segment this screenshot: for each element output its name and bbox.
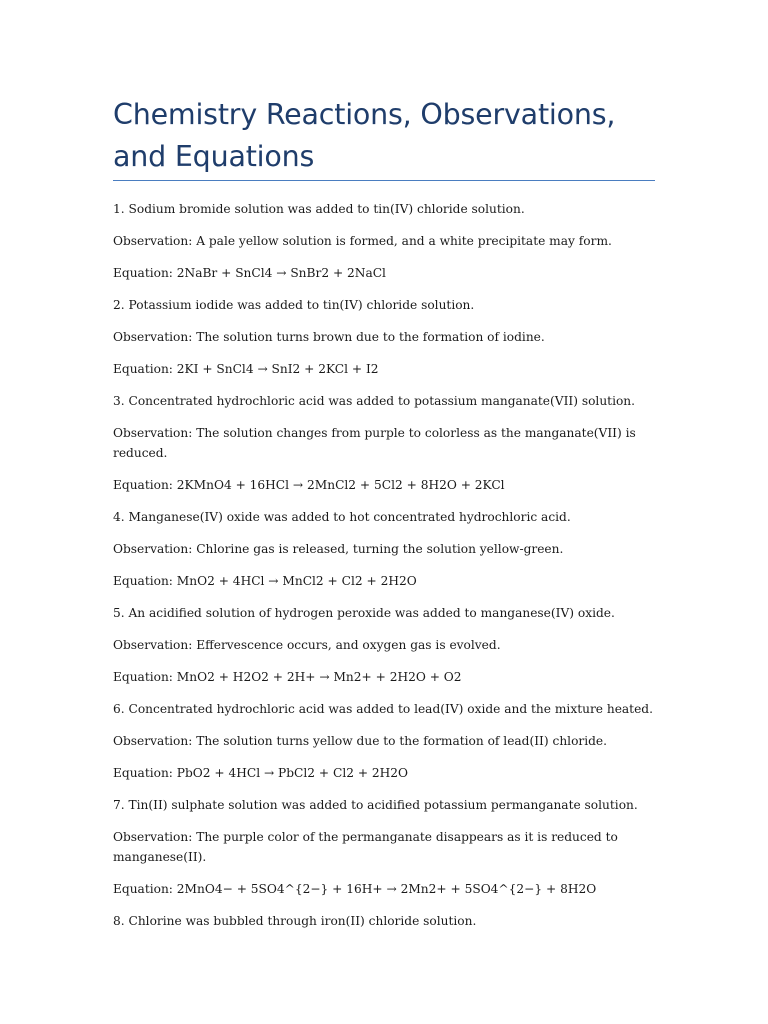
reaction-2-observation: Observation: The solution turns brown due to the formation of iodine. <box>113 330 545 344</box>
reaction-1-equation: Equation: 2NaBr + SnCl4 → SnBr2 + 2NaCl <box>113 266 386 280</box>
title-divider <box>113 180 655 181</box>
reaction-4-observation: Observation: Chlorine gas is released, turning the solution yellow-green. <box>113 542 564 556</box>
reaction-5-observation: Observation: Effervescence occurs, and oxygen gas is evolved. <box>113 638 501 652</box>
reaction-4-equation: Equation: MnO2 + 4HCl → MnCl2 + Cl2 + 2H2O <box>113 574 417 588</box>
reaction-4-statement: 4. Manganese(IV) oxide was added to hot concentrated hydrochloric acid. <box>113 510 571 524</box>
document-title: Chemistry Reactions, Observations, and Equations <box>113 98 616 173</box>
reaction-1-statement: 1. Sodium bromide solution was added to tin(IV) chloride solution. <box>113 202 525 216</box>
reaction-7-observation: Observation: The purple color of the permanganate disappears as it is reduced to manganese(II). <box>113 830 618 864</box>
reaction-1-observation: Observation: A pale yellow solution is formed, and a white precipitate may form. <box>113 234 612 248</box>
reaction-7-statement: 7. Tin(II) sulphate solution was added to acidified potassium permanganate solution. <box>113 798 638 812</box>
reaction-2-equation: Equation: 2KI + SnCl4 → SnI2 + 2KCl + I2 <box>113 362 379 376</box>
reaction-3-statement: 3. Concentrated hydrochloric acid was added to potassium manganate(VII) solution. <box>113 394 636 408</box>
reaction-8-statement: 8. Chlorine was bubbled through iron(II) chloride solution. <box>113 914 477 928</box>
reaction-5-equation: Equation: MnO2 + H2O2 + 2H+ → Mn2+ + 2H2O + O2 <box>113 670 462 684</box>
reaction-6-statement: 6. Concentrated hydrochloric acid was added to lead(IV) oxide and the mixture heated. <box>113 702 653 716</box>
reaction-7-equation: Equation: 2MnO4− + 5SO4^{2−} + 16H+ → 2Mn2+ + 5SO4^{2−} + 8H2O <box>113 882 597 896</box>
reaction-6-observation: Observation: The solution turns yellow due to the formation of lead(II) chloride. <box>113 734 608 748</box>
document-body <box>113 199 673 943</box>
reaction-6-equation: Equation: PbO2 + 4HCl → PbCl2 + Cl2 + 2H2O <box>113 766 409 780</box>
reaction-5-statement: 5. An acidified solution of hydrogen peroxide was added to manganese(IV) oxide. <box>113 606 615 620</box>
reaction-3-observation: Observation: The solution changes from purple to colorless as the manganate(VII) is reduced. <box>113 426 636 460</box>
reaction-3-equation: Equation: 2KMnO4 + 16HCl → 2MnCl2 + 5Cl2 + 8H2O + 2KCl <box>113 478 505 492</box>
reaction-2-statement: 2. Potassium iodide was added to tin(IV) chloride solution. <box>113 298 475 312</box>
